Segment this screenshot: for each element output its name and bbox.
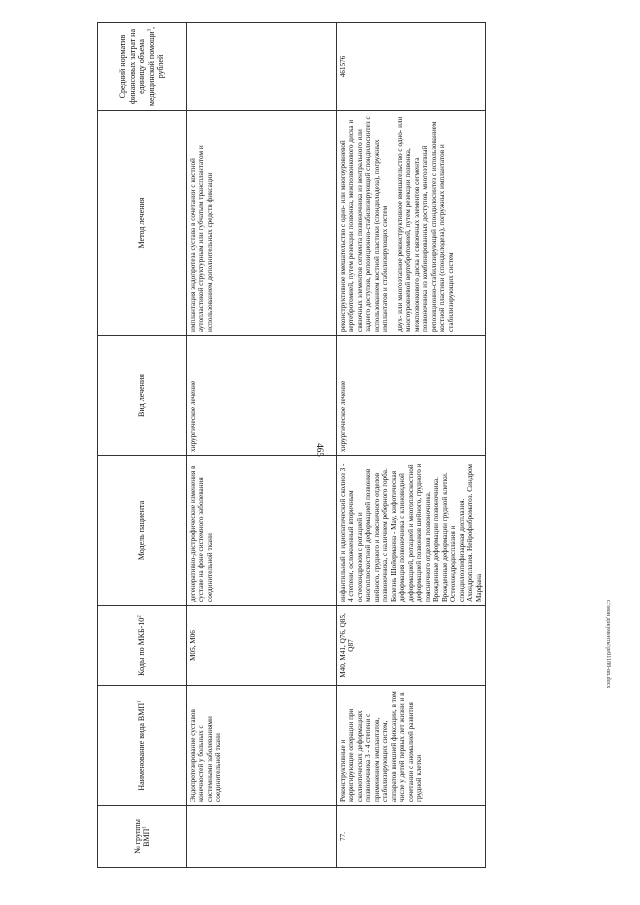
header-model: Модель пациента — [98, 456, 187, 606]
cell-name: Реконструктивные и корригирующие операции при сколиотических деформациях позвоночника 3 - 4 степени с применением имплантатов, стабилизирующих систем, аппаратов внешней фиксации, в том числе у детей первых лет жизни и в сочетании с аномалией развития грудной клетки — [337, 686, 486, 806]
page-number: 465 — [315, 443, 325, 457]
cell-method — [337, 111, 486, 336]
header-mkb: Коды по МКБ-$10^2$ — [98, 606, 187, 686]
cell-treatment: хирургическое лечение — [187, 336, 337, 456]
cell-cost: 461576 — [337, 23, 486, 111]
table-row — [337, 23, 486, 868]
cell-mkb: M40, M41, Q76, Q85, Q87 — [337, 606, 486, 686]
cell-group: 77. — [337, 806, 486, 868]
method-item: реконструктивное вмешательство с одно- или многоуровневой вертебротомией, путем резекции позвонка, межпозвонкового диска и связочных элементов сегмента позвоночника из вентрального или заднего доступов, репозиционно-стабилизирующий спондилосинтез с использованием костной пластики (спондилодеза), погружных имплантатов и стабилизирующих систем — [339, 116, 390, 332]
method-item: двух- или многоэтапное реконструктивное вмешательство с одно- или многоуровневой вертебротомией, путем резекции позвонка, межпозвонкового диска и связочных элементов сегмента позвоночника из комбинированных доступов, многоэтапный репозиционно-стабилизирующий спондилосинтез с использованием костной пластики (спондилодеза), погружных имплантатов и стабилизирующих систем — [395, 116, 455, 332]
header-treatment: Вид лечения — [98, 336, 187, 456]
cell-name: Эндопротезирование суставов конечностей у больных с системными заболеваниями соединительной ткани — [187, 686, 337, 806]
header-method: Метод лечения — [98, 111, 187, 336]
cell-group — [187, 806, 337, 868]
cell-model: инфантильный и идиопатический сколиоз 3 - 4 степени, осложненный вторичным остеохондрозом с ротацией и многоплоскостной деформацией позвонков шейного, грудного и поясничного отделов позвоночника, с наличием реберного горба. Болезнь Шойерманна - May, кифотическая деформация позвоночника с клиновидной деформацией, ротацией и многоплоскостной деформацией позвонков шейного, грудного и поясничного отделов позвоночника. Врожденные деформации позвоночника. Врожденные деформации грудной клетки. Остеохондродисплазия и спондилоэпифизарная дисплазия. Ахондроплазия. Нейрофиброматоз. Синдром Марфана — [337, 456, 486, 606]
header-cost: Средний норматив финансовых затрат на единицу объема медицинской помощи$^3$, рублей — [98, 23, 187, 111]
header-group: № группы ВМП$^1$ — [98, 806, 187, 868]
cell-cost — [187, 23, 337, 111]
header-name: Наименование вида ВМП$^1$ — [98, 686, 187, 806]
table-row — [187, 23, 337, 868]
footer-path: c:\мои документы\pr01188-nn.docx — [605, 600, 611, 689]
table-header-row — [98, 23, 187, 868]
cell-method: имплантация эндопротеза сустава в сочетании с костной аутопластикой структурным или губчатым трансплантатом и использованием дополнительных средств фиксации — [187, 111, 337, 336]
cell-model: дегенеративно-дистрофические изменения в суставе на фоне системного заболевания соединительной ткани — [187, 456, 337, 606]
rotated-table-container — [97, 23, 637, 868]
cell-mkb: M05, M06 — [187, 606, 337, 686]
cell-treatment: хирургическое лечение — [337, 336, 486, 456]
vmp-table — [97, 22, 486, 868]
